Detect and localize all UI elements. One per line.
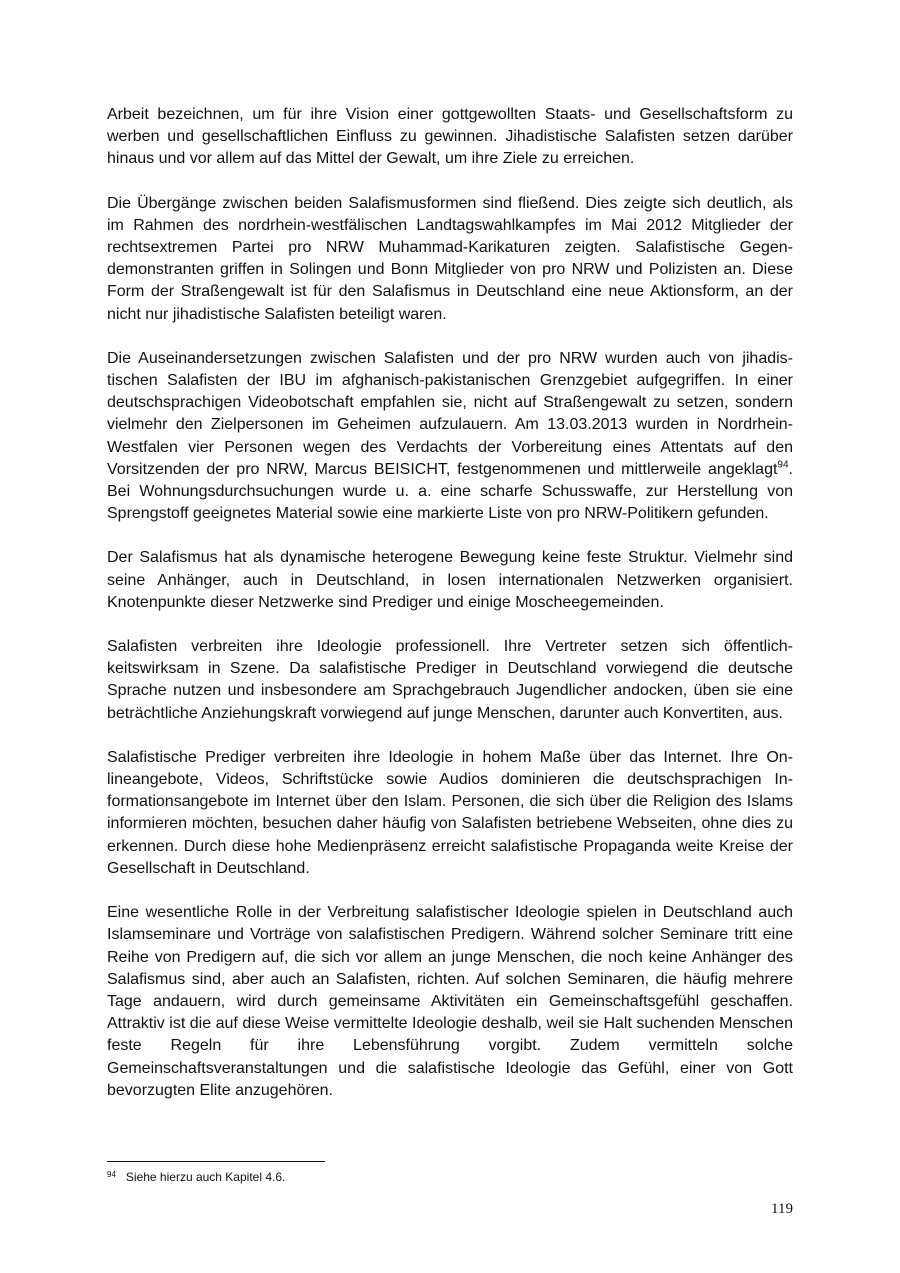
footnote-divider [107,1161,325,1162]
document-body [107,104,793,1124]
footnote [107,1170,285,1184]
footnote-number: 94 [107,1170,116,1179]
paragraph-6: Salafistische Prediger verbreiten ihre Ideologie in hohem Maße über das Internet. Ihre Onlineangebote, Videos, Schriftstücke sowie Audios dominieren die deutschsprachigen Informationsangebote im Internet über den Islam. Personen, die sich über die Religion des Islams informieren möchten, besuchen daher häufig von Salafisten betriebene Webseiten, ohne dies zu erkennen. Durch diese hohe Medienpräsenz erreicht salafistische Propaganda weite Kreise der Gesellschaft in Deutschland. [107,748,793,877]
page-number: 119 [771,1201,793,1217]
paragraph-2: Die Übergänge zwischen beiden Salafismusformen sind fließend. Dies zeigte sich deutlich, als im Rahmen des nordrhein-westfälischen Landtagswahlkampfes im Mai 2012 Mitglieder der rechtsextremen Partei pro NRW Muhammad-Karikaturen zeigten. Salafistische Gegendemonstranten griffen in Solingen und Bonn Mitglieder von pro NRW und Polizisten an. Diese Form der Straßengewalt ist für den Salafismus in Deutschland eine neue Aktionsform, an der nicht nur jihadistische Salafisten beteiligt waren. [107,194,793,323]
footnote-reference: 94 [777,459,789,471]
paragraph-3-text-after: . Bei Wohnungsdurchsuchungen wurde u. a. eine scharfe Schusswaffe, zur Herstellung von Sprengstoff geeignetes Material sowie eine markierte Liste von pro NRW-Politikern gefunden. [107,460,793,523]
paragraph-4: Der Salafismus hat als dynamische heterogene Bewegung keine feste Struktur. Vielmehr sind seine Anhänger, auch in Deutschland, in losen internationalen Netzwerken organisiert. Knotenpunkte dieser Netzwerke sind Prediger und einige Moscheegemeinden. [107,549,793,611]
paragraph-7: Eine wesentliche Rolle in der Verbreitung salafistischer Ideologie spielen in Deutschland auch Islamseminare und Vorträge von salafistischen Predigern. Während solcher Seminare tritt eine Reihe von Predigern auf, die sich vor allem an junge Menschen, die noch keine Anhänger des Salafismus sind, aber auch an Salafisten, richten. Auf solchen Seminaren, die häufig mehrere Tage andauern, wird durch gemeinsame Aktivitäten ein Gemeinschaftsgefühl geschaffen. Attraktiv ist die auf diese Weise vermittelte Ideologie deshalb, weil sie Halt suchenden Menschen feste Regeln für ihre Lebensführung vorgibt. Zudem vermitteln solche Gemeinschaftsveranstaltungen und die salafistische Ideologie das Gefühl, einer von Gott bevorzugten Elite anzugehören. [107,904,793,1099]
paragraph-3-text-before: Die Auseinandersetzungen zwischen Salafisten und der pro NRW wurden auch von jihadistischen Salafisten der IBU im afghanisch-pakistanischen Grenzgebiet aufgegriffen. In einer deutschsprachigen Videobotschaft empfahlen sie, nicht auf Straßengewalt zu setzen, sondern vielmehr den Zielpersonen im Geheimen aufzulauern. Am 13.03.2013 wurden in Nordrhein-Westfalen vier Personen wegen des Verdachts der Vorbereitung eines Attentats auf den Vorsitzenden der pro NRW, Marcus BEISICHT, festgenommenen und mittlerweile angeklagt [107,349,793,478]
paragraph-5: Salafisten verbreiten ihre Ideologie professionell. Ihre Vertreter setzen sich öffentlichkeitswirksam in Szene. Da salafistische Prediger in Deutschland vorwiegend die deutsche Sprache nutzen und insbesondere am Sprachgebrauch Jugendlicher andocken, üben sie eine beträchtliche Anziehungskraft vorwiegend auf junge Menschen, darunter auch Konvertiten, aus. [107,638,793,722]
paragraph-3 [107,348,793,526]
footnote-text: Siehe hierzu auch Kapitel 4.6. [125,1170,286,1184]
paragraph-1: Arbeit bezeichnen, um für ihre Vision einer gottgewollten Staats- und Gesellschaftsform zu werben und gesellschaftlichen Einfluss zu gewinnen. Jihadistische Salafisten setzen darüber hinaus und vor allem auf das Mittel der Gewalt, um ihre Ziele zu erreichen. [107,106,793,168]
